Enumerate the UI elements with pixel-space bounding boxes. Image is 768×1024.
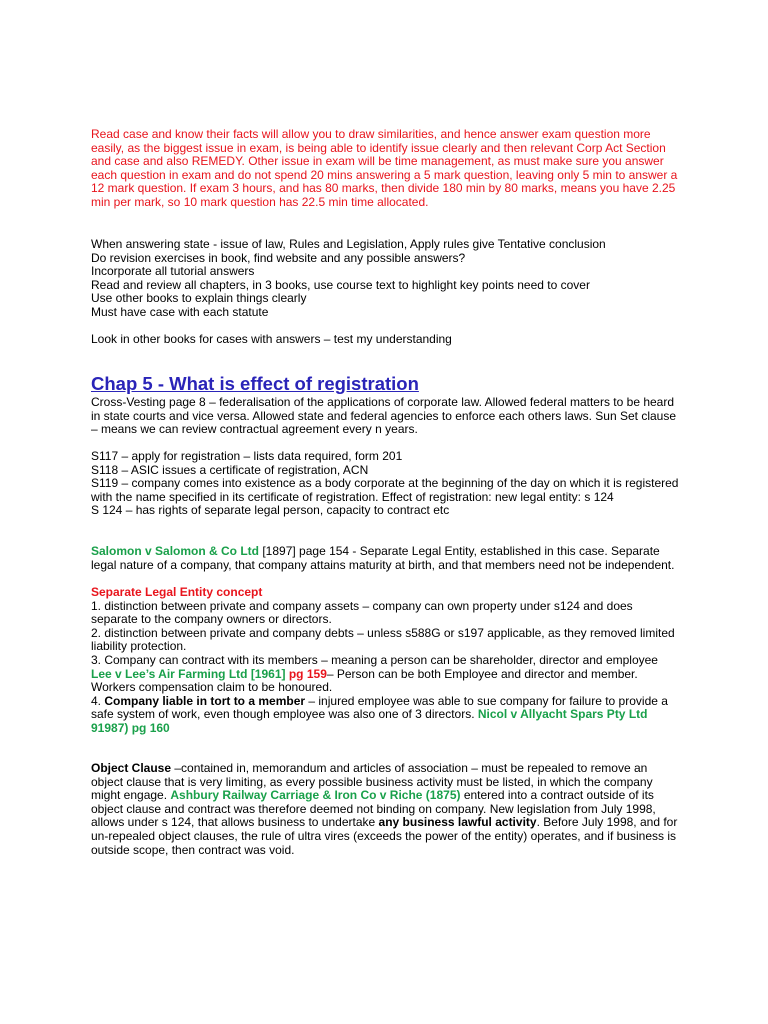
object-clause-bold-2: any business lawful activity [378, 815, 537, 830]
point-4-bold: Company liable in tort to a member [104, 693, 306, 708]
tips-list [91, 238, 691, 320]
object-clause-text-3: . Before July 1998, and for un-repealed object clauses, the rule of ultra vires (exceeds the power of the entity) operates, and if business is outside scope, then contract was void. [91, 815, 678, 857]
object-clause-text-1: –contained in, memorandum and articles of association – must be repealed to remove an object clause that is very limiting, as every possible business activity must be listed, in which the company might engage. [91, 761, 653, 803]
lee-line [91, 668, 681, 695]
point-4-num: 4. [91, 693, 105, 708]
case-lee: Lee v Lee’s Air Farming Ltd [1961] [91, 666, 286, 681]
object-clause-label: Object Clause [91, 761, 172, 775]
point-3: 3. Company can contract with its members – meaning a person can be shareholder, director and employee [91, 652, 658, 667]
tip-line: When answering state - issue of law, Rules and Legislation, Apply rules give Tentative conclusion [91, 237, 606, 251]
object-clause-text-2: entered into a contract outside of its object clause and contract was therefore deemed not binding on company. New legislation from July 1998, allows under s 124, that allows business to undertake [91, 788, 656, 830]
object-clause-paragraph [91, 762, 681, 857]
point-4-text: – injured employee was able to sue company for failure to provide a safe system of work, even though employee was also one of 3 directors. [91, 693, 668, 722]
salomon-paragraph [91, 545, 681, 572]
cross-vesting-paragraph: Cross-Vesting page 8 – federalisation of the applications of corporate law. Allowed federal matters to be heard in state courts and vice versa. Allowed state and federal agencies to enforce each others laws. Sun Set clause – means we can review contractual agreement every n years. [91, 395, 677, 437]
case-nicol: Nicol v Allyacht Spars Pty Ltd 91987) pg 160 [91, 707, 648, 735]
sle-block [91, 586, 681, 736]
tip-line: Read and review all chapters, in 3 books, use course text to highlight key points need to cover [91, 277, 590, 292]
lee-text: – Person can be both Employee and director and member. Workers compensation claim to be honoured. [91, 666, 638, 695]
case-salomon: Salomon v Salomon & Co Ltd [91, 544, 260, 558]
case-ashbury: Ashbury Railway Carriage & Iron Co v Riche (1875) [170, 788, 461, 803]
chapter-heading: Chap 5 - What is effect of registration [91, 373, 419, 394]
salomon-text: [1897] page 154 - Separate Legal Entity, established in this case. Separate legal nature of a company, that company attains maturity at birth, and that members need not be independent. [91, 544, 675, 572]
section-s124: S 124 – has rights of separate legal person, capacity to contract etc [91, 503, 450, 518]
intro-paragraph: Read case and know their facts will allow you to draw similarities, and hence answer exam question more easily, as the biggest issue in exam, is being able to identify issue clearly and then relevant Corp Act Section and case and also REMEDY. Other issue in exam will be time management, as must make sure you answer each question in exam and do not spend 20 mins answering a 5 mark question, leaving only 5 min to answer a 12 mark question. If exam 3 hours, and has 80 marks, then divide 180 min by 80 marks, means you have 2.25 min per mark, so 10 mark question has 22.5 min time allocated. [91, 127, 678, 209]
tip-line: Use other books to explain things clearly [91, 291, 307, 306]
tip-line: Incorporate all tutorial answers [91, 264, 255, 279]
point-1: 1. distinction between private and company assets – company can own property under s124 and does separate to the company owners or directors. [91, 598, 633, 627]
sle-heading: Separate Legal Entity concept [91, 585, 263, 599]
point-4 [91, 695, 681, 736]
section-s118: S118 – ASIC issues a certificate of registration, ACN [91, 462, 369, 477]
section-s117: S117 – apply for registration – lists data required, form 201 [91, 449, 403, 463]
section-s119: S119 – company comes into existence as a body corporate at the beginning of the day on which it is registered with the name specified in its certificate of registration. Effect of registration: new legal entity: s 124 [91, 476, 679, 504]
tip-line: Must have case with each statute [91, 304, 269, 319]
tip-line: Do revision exercises in book, find website and any possible answers? [91, 250, 466, 265]
lee-page: pg 159 [285, 666, 327, 681]
sections-block [91, 450, 681, 518]
point-2: 2. distinction between private and company debts – unless s588G or s197 applicable, as they removed limited liability protection. [91, 625, 675, 654]
look-line: Look in other books for cases with answers – test my understanding [91, 332, 452, 346]
